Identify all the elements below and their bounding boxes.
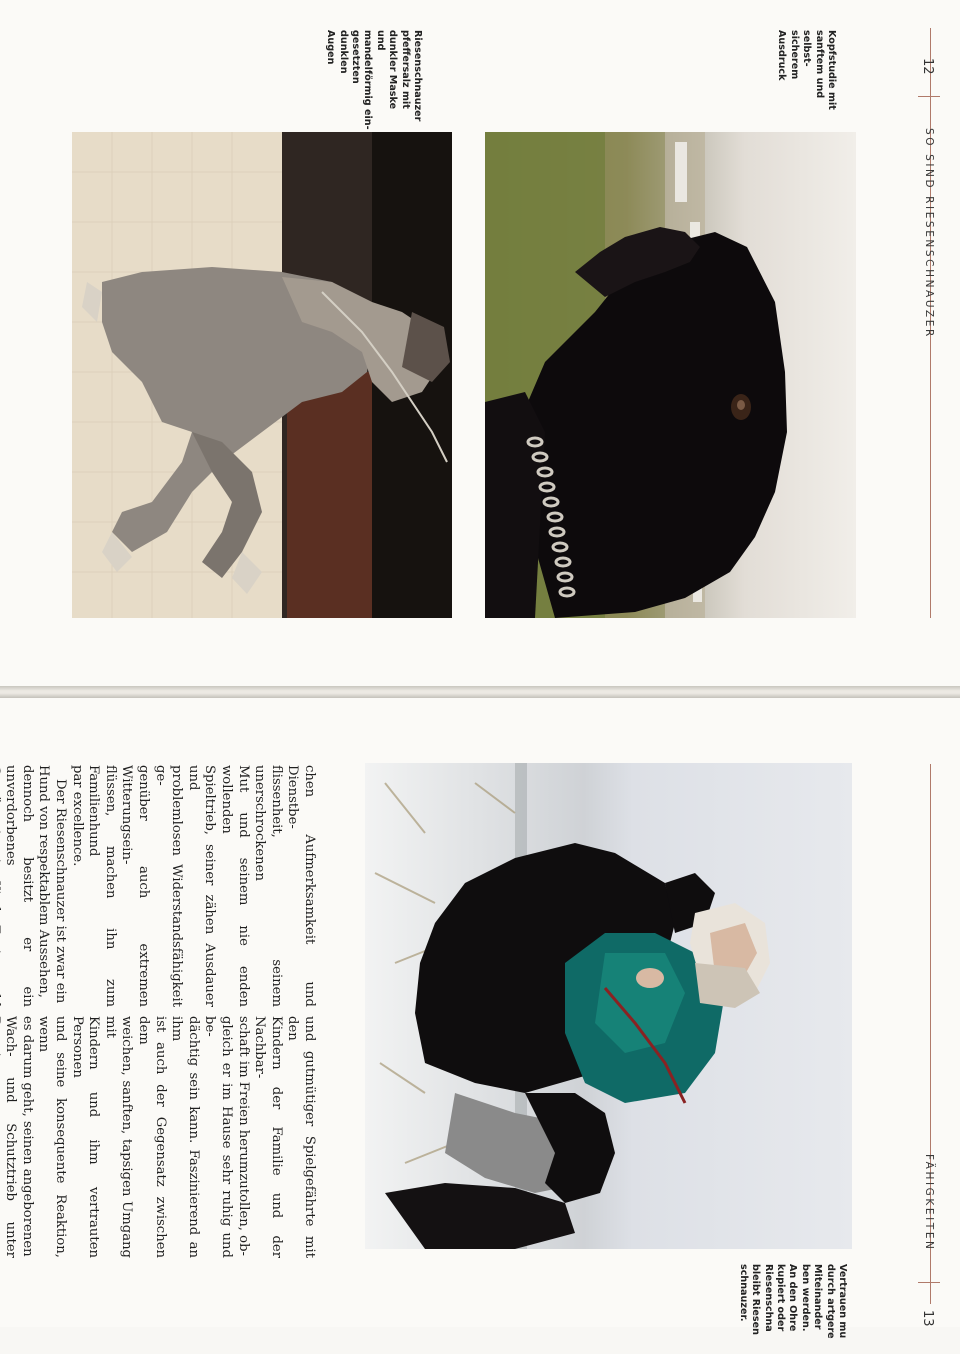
text-line: weichen, sanften, tapsigen Umgang mit bbox=[102, 1016, 135, 1258]
caption-head-photo bbox=[775, 30, 837, 130]
photo-woman-with-schnauzers-in-snow bbox=[365, 763, 852, 1249]
caption-line: durch artgere bbox=[824, 1264, 836, 1339]
caption-line: kupiert oder bbox=[774, 1264, 786, 1332]
text-column-1 bbox=[0, 765, 317, 1007]
text-column-2 bbox=[0, 1016, 317, 1258]
page-number: 13 bbox=[920, 1310, 935, 1327]
text-line: gleich er im Hause sehr ruhig und be- bbox=[202, 1016, 235, 1258]
text-line: Der Riesenschnauzer ist zwar ein bbox=[53, 779, 69, 1004]
text-line: flissenheit, seinem unerschrockenen bbox=[252, 765, 284, 1007]
caption-line: sicherem Ausdruck bbox=[776, 30, 800, 81]
caption-line: sanftem und selbst- bbox=[801, 30, 825, 99]
page-13 bbox=[0, 698, 960, 1339]
caption-line: ben werden. bbox=[799, 1264, 811, 1332]
caption-line: pfeffersalz mit bbox=[399, 30, 411, 109]
text-line: Spieltrieb, seiner zähen Ausdauer und bbox=[185, 765, 218, 1007]
running-head: SO SIND RIESENSCHNAUZER bbox=[923, 128, 935, 339]
text-line: Kindern und ihm vertrauten Personen bbox=[69, 1016, 102, 1258]
caption-line: Kopfstudie mit bbox=[826, 30, 837, 110]
text-line: Mut und seinem nie enden wollenden bbox=[219, 765, 251, 1007]
running-head: FÄHIGKEITEN bbox=[923, 1154, 935, 1252]
text-line: dächtig sein kann. Faszinierend an ihm bbox=[169, 1016, 201, 1258]
caption-line: bleibt Riesen bbox=[750, 1264, 762, 1335]
book-gutter bbox=[0, 686, 960, 698]
text-line: dennoch besitzt er ein unverdorbenes bbox=[3, 765, 35, 1007]
text-line: schaft im Freien herumzutollen, ob- bbox=[235, 1016, 251, 1256]
caption-line: schnauzer. bbox=[737, 1264, 749, 1322]
text-line: problemlosen Widerstandsfähigkeit ge- bbox=[152, 765, 185, 1007]
caption-line: dunkler Maske und bbox=[374, 30, 399, 110]
text-line: ist auch der Gegensatz zwischen dem bbox=[136, 1016, 168, 1258]
caption-line: An den Ohre bbox=[787, 1264, 799, 1332]
text-line: Wach- und Schutztrieb unter bbox=[3, 1016, 19, 1258]
text-line: und gutmütiger Spielgefährte mit den bbox=[285, 1016, 317, 1258]
caption-cut-off bbox=[736, 1264, 848, 1354]
text-line: Hund von respektablem Aussehen, bbox=[36, 765, 52, 998]
header-tick bbox=[918, 1282, 940, 1283]
photo-standing-salt-pepper-schnauzer bbox=[72, 132, 452, 618]
text-line: par excellence. bbox=[69, 765, 85, 867]
caption-line: Riesenschna bbox=[762, 1264, 774, 1332]
text-line: genüber auch extremen Witterungsein- bbox=[119, 765, 152, 1007]
text-line: Kindern der Familie und der Nachbar- bbox=[252, 1016, 284, 1258]
header-tick bbox=[918, 96, 940, 97]
caption-line: Augen bbox=[325, 30, 337, 65]
text-line: es darum geht, seinen angeborenen bbox=[19, 1016, 35, 1257]
text-line: flüssen, machen ihn zum Familienhund bbox=[86, 765, 118, 1007]
text-line: und seine konsequente Reaktion, wenn bbox=[36, 1016, 69, 1258]
caption-line: Riesenschnauzer bbox=[412, 30, 423, 122]
text-line: chen Aufmerksamkeit und Dienstbe- bbox=[285, 765, 317, 1007]
caption-line: gesetzten dunklen bbox=[337, 30, 361, 84]
text-line bbox=[0, 765, 2, 1007]
page-number: 12 bbox=[920, 58, 935, 75]
photo-black-schnauzer-head bbox=[485, 132, 856, 618]
caption-line: Vertrauen mu bbox=[837, 1264, 848, 1339]
caption-line: Miteinander bbox=[812, 1264, 824, 1330]
caption-standing-dog bbox=[324, 30, 423, 130]
caption-line: mandelförmig ein- bbox=[362, 30, 374, 130]
